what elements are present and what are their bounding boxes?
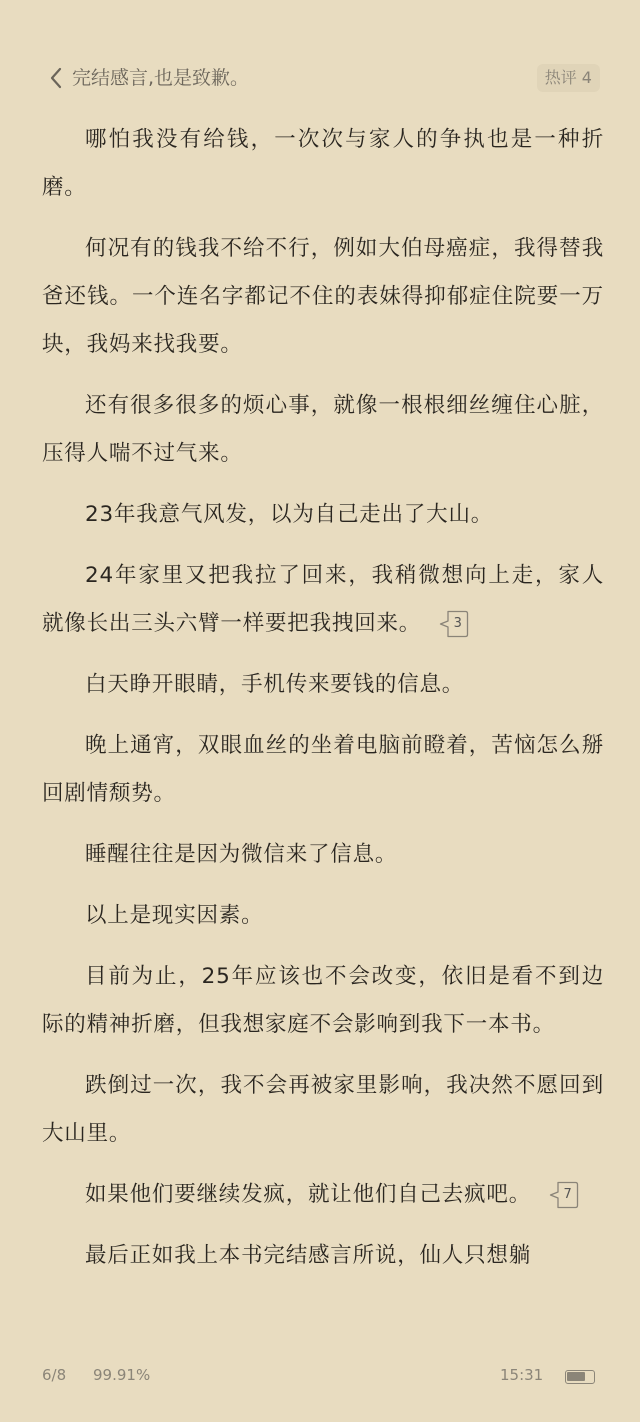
paragraph-text: 跌倒过一次，我不会再被家里影响，我决然不愿回到大山里。 — [42, 1073, 604, 1146]
paragraph — [42, 1062, 604, 1158]
battery-level — [567, 1372, 585, 1381]
paragraph-text: 24年家里又把我拉了回来，我稍微想向上走，家人就像长出三头六臂一样要把我拽回来。 — [42, 563, 604, 636]
paragraph-text: 如果他们要继续发疯，就让他们自己去疯吧。 — [85, 1182, 532, 1207]
clock-time: 15:31 — [500, 1366, 544, 1384]
paragraph — [42, 225, 604, 369]
paragraph-text: 以上是现实因素。 — [85, 903, 264, 928]
paragraph — [42, 116, 604, 212]
page-indicator: 6/8 — [42, 1366, 67, 1384]
paragraph — [42, 722, 604, 818]
paragraph — [42, 831, 604, 879]
reader-header — [0, 0, 640, 110]
hot-comments-button[interactable]: 热评 4 — [537, 64, 600, 92]
paragraph — [42, 491, 604, 539]
paragraph-text: 何况有的钱我不给不行，例如大伯母癌症，我得替我爸还钱。一个连名字都记不住的表妹得抑郁症住院要一万块，我妈来找我要。 — [42, 236, 604, 357]
back-button[interactable] — [44, 64, 68, 92]
paragraph-comment-badge[interactable] — [439, 610, 469, 638]
paragraph — [42, 892, 604, 940]
paragraph-text: 最后正如我上本书完结感言所说，仙人只想躺 — [85, 1243, 532, 1268]
comment-count: 7 — [563, 1187, 573, 1202]
chevron-left-icon — [49, 67, 63, 89]
paragraph-text: 睡醒往往是因为微信来了信息。 — [85, 842, 398, 867]
comment-count: 3 — [453, 616, 463, 631]
paragraph-text: 目前为止，25年应该也不会改变，依旧是看不到边际的精神折磨，但我想家庭不会影响到我下一本书。 — [42, 964, 604, 1037]
paragraph — [42, 1232, 604, 1280]
paragraph — [42, 661, 604, 709]
chapter-content — [42, 116, 604, 1293]
paragraph-text: 哪怕我没有给钱，一次次与家人的争执也是一种折磨。 — [42, 127, 604, 200]
paragraph — [42, 1171, 604, 1219]
status-footer — [0, 1360, 640, 1394]
paragraph-text: 白天睁开眼睛，手机传来要钱的信息。 — [85, 672, 465, 697]
paragraph-text: 晚上通宵，双眼血丝的坐着电脑前瞪着，苦恼怎么掰回剧情颓势。 — [42, 733, 604, 806]
battery-icon — [565, 1370, 595, 1384]
paragraph-text: 还有很多很多的烦心事，就像一根根细丝缠住心脏，压得人喘不过气来。 — [42, 393, 604, 466]
reading-progress: 99.91% — [93, 1366, 151, 1384]
paragraph — [42, 953, 604, 1049]
paragraph-text: 23年我意气风发，以为自己走出了大山。 — [85, 502, 494, 527]
paragraph-comment-badge[interactable] — [549, 1181, 579, 1209]
paragraph — [42, 552, 604, 648]
paragraph — [42, 382, 604, 478]
chapter-title: 完结感言,也是致歉。 — [72, 67, 250, 89]
